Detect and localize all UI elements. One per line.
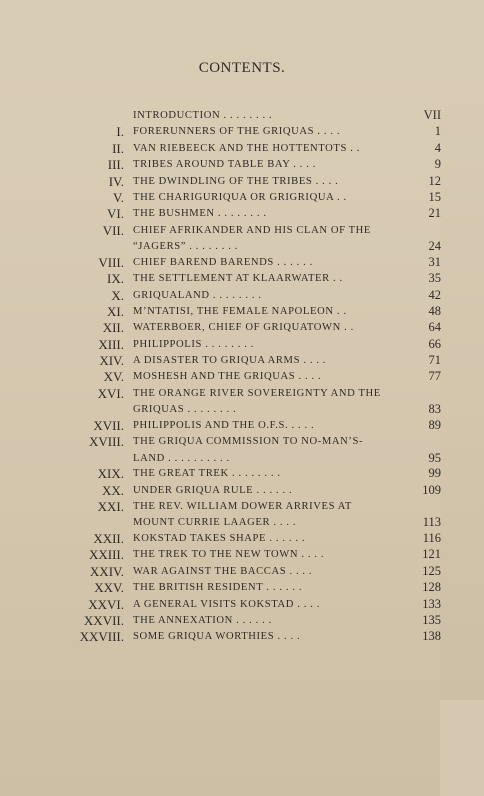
chapter-title: THE SETTLEMENT AT KLAARWATER . . [133, 273, 343, 285]
chapter-title: WATERBOER, CHIEF OF GRIQUATOWN . . [133, 322, 354, 334]
chapter-number: XXVI. [88, 596, 124, 612]
toc-row [0, 108, 484, 124]
toc-row [0, 190, 484, 206]
page-number: 35 [428, 271, 441, 286]
chapter-title: PHILIPPOLIS . . . . . . . . [133, 338, 254, 350]
toc-row [0, 320, 484, 336]
page-number: 42 [428, 287, 441, 302]
toc-row [0, 174, 484, 190]
chapter-title: THE ORANGE RIVER SOVEREIGNTY AND THE [133, 387, 381, 399]
toc-row [0, 369, 484, 385]
chapter-number: I. [116, 124, 124, 140]
chapter-title: THE BUSHMEN . . . . . . . . [133, 208, 267, 220]
chapter-number: XXII. [93, 530, 124, 546]
chapter-number: IX. [107, 271, 124, 287]
toc-row [0, 418, 484, 434]
page-number: VII [423, 108, 441, 122]
toc-row [0, 386, 484, 402]
table-of-contents [0, 108, 484, 646]
chapter-title: GRIQUALAND . . . . . . . . [133, 289, 262, 301]
toc-row [0, 483, 484, 499]
page-number: 48 [428, 303, 441, 318]
toc-row [0, 353, 484, 369]
chapter-title: THE BRITISH RESIDENT . . . . . . [133, 582, 303, 594]
chapter-number: VIII. [98, 254, 124, 270]
chapter-title: M’NTATISI, THE FEMALE NAPOLEON . . [133, 305, 347, 317]
toc-row [0, 288, 484, 304]
page-number: 116 [422, 530, 441, 545]
chapter-number: XXVIII. [79, 629, 124, 645]
chapter-number: XV. [103, 369, 124, 385]
chapter-title: TRIBES AROUND TABLE BAY . . . . [133, 159, 317, 171]
toc-row [0, 613, 484, 629]
page-number: 83 [428, 402, 441, 417]
page-number: 77 [428, 369, 441, 384]
chapter-title: SOME GRIQUA WORTHIES . . . . [133, 631, 301, 643]
chapter-number: III. [107, 157, 124, 173]
toc-row [0, 271, 484, 287]
chapter-number: II. [112, 140, 124, 156]
page-number: 109 [422, 482, 441, 497]
chapter-number: XVII. [93, 417, 124, 433]
chapter-number: XVIII. [88, 434, 124, 450]
chapter-title: A DISASTER TO GRIQUA ARMS . . . . [133, 355, 327, 367]
chapter-number: XXV. [94, 580, 124, 596]
toc-row [0, 531, 484, 547]
chapter-title: CHIEF BAREND BARENDS . . . . . . [133, 256, 313, 268]
toc-row [0, 451, 484, 467]
toc-row [0, 515, 484, 531]
chapter-title: LAND . . . . . . . . . . [133, 452, 230, 464]
page-number: 113 [422, 515, 441, 530]
chapter-title: A GENERAL VISITS KOKSTAD . . . . [133, 598, 320, 610]
toc-row [0, 547, 484, 563]
toc-row [0, 239, 484, 255]
page-number: 4 [434, 140, 441, 155]
chapter-title: FORERUNNERS OF THE GRIQUAS . . . . [133, 126, 341, 138]
page-number: 21 [428, 206, 441, 221]
page-number: 64 [428, 320, 441, 335]
toc-row [0, 499, 484, 515]
page-number: 133 [422, 596, 441, 611]
toc-row [0, 629, 484, 645]
toc-row [0, 206, 484, 222]
chapter-title: PHILIPPOLIS AND THE O.F.S. . . . . [133, 419, 315, 431]
toc-row [0, 580, 484, 596]
page-number: 128 [422, 580, 441, 595]
chapter-number: XX. [101, 482, 124, 498]
page-number: 12 [428, 173, 441, 188]
toc-row [0, 255, 484, 271]
chapter-number: V. [113, 189, 124, 205]
chapter-title: THE ANNEXATION . . . . . . [133, 614, 272, 626]
chapter-number: XXVII. [83, 612, 124, 628]
toc-row [0, 124, 484, 140]
chapter-number: XXI. [97, 498, 124, 514]
chapter-title: “JAGERS” . . . . . . . . [133, 241, 239, 253]
page-number: 31 [428, 254, 441, 269]
page-number: 71 [428, 353, 441, 368]
toc-row [0, 337, 484, 353]
chapter-title: THE GRIQUA COMMISSION TO NO-MAN’S- [133, 436, 364, 448]
page-title: CONTENTS. [198, 60, 286, 76]
page-number: 95 [428, 450, 441, 465]
chapter-number: VII. [102, 222, 124, 238]
page-number: 15 [428, 189, 441, 204]
chapter-number: IV. [108, 173, 124, 189]
chapter-number: XIX. [97, 466, 124, 482]
toc-row [0, 223, 484, 239]
chapter-title: THE GREAT TREK . . . . . . . . [133, 468, 281, 480]
page-number: 66 [428, 336, 441, 351]
chapter-title: MOSHESH AND THE GRIQUAS . . . . [133, 371, 322, 383]
chapter-number: XI. [107, 303, 124, 319]
chapter-title: THE TREK TO THE NEW TOWN . . . . [133, 549, 325, 561]
toc-row [0, 157, 484, 173]
page-number: 89 [428, 417, 441, 432]
toc-row [0, 304, 484, 320]
chapter-title: WAR AGAINST THE BACCAS . . . . [133, 565, 313, 577]
toc-row [0, 402, 484, 418]
chapter-number: XVI. [97, 385, 124, 401]
page-number: 1 [434, 124, 441, 139]
chapter-number: XII. [102, 320, 124, 336]
page-number: 24 [428, 239, 441, 254]
chapter-title: THE CHARIGURIQUA OR GRIGRIQUA . . [133, 191, 347, 203]
toc-row [0, 141, 484, 157]
chapter-number: XIII. [98, 336, 124, 352]
toc-row [0, 434, 484, 450]
page-number: 125 [422, 563, 441, 578]
page-number: 138 [422, 629, 441, 644]
page-number: 135 [422, 612, 441, 627]
chapter-title: THE DWINDLING OF THE TRIBES . . . . [133, 175, 339, 187]
page-number: 99 [428, 466, 441, 481]
toc-row [0, 564, 484, 580]
chapter-title: GRIQUAS . . . . . . . . [133, 404, 237, 416]
chapter-title: CHIEF AFRIKANDER AND HIS CLAN OF THE [133, 224, 372, 236]
chapter-title: THE REV. WILLIAM DOWER ARRIVES AT [133, 500, 352, 512]
chapter-title: MOUNT CURRIE LAAGER . . . . [133, 517, 297, 529]
chapter-title: INTRODUCTION . . . . . . . . [133, 110, 273, 121]
chapter-number: XXIII. [88, 547, 124, 563]
toc-row [0, 466, 484, 482]
chapter-title: VAN RIEBEECK AND THE HOTTENTOTS . . [133, 142, 360, 154]
chapter-number: X. [111, 287, 124, 303]
chapter-title: UNDER GRIQUA RULE . . . . . . [133, 484, 293, 496]
toc-row [0, 597, 484, 613]
chapter-number: XXIV. [89, 563, 124, 579]
chapter-title: KOKSTAD TAKES SHAPE . . . . . . [133, 532, 306, 544]
page-number: 9 [434, 157, 441, 172]
chapter-number: XIV. [99, 353, 124, 369]
page-number: 121 [422, 547, 441, 562]
chapter-number: VI. [107, 206, 124, 222]
